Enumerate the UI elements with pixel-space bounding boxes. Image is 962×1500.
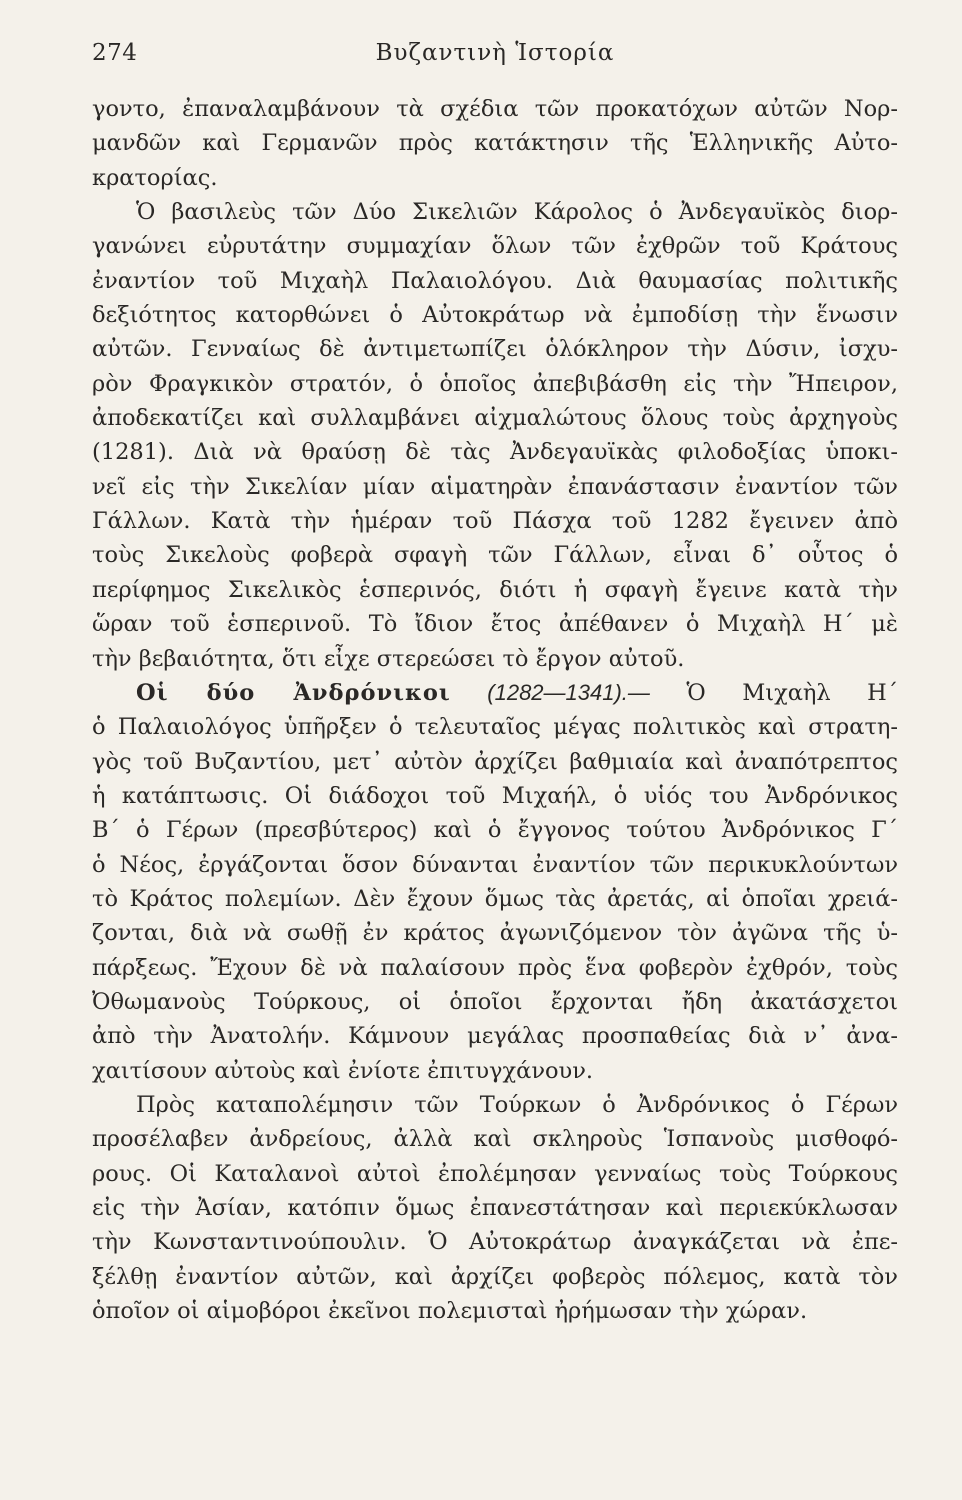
text-line: ρὸν Φραγκικὸν στρατόν, ὁ ὁποῖος ἀπεβιβάσθη εἰς τὴν Ἤπειρον, (92, 370, 898, 397)
text-line: τὴν βεβαιότητα, ὅτι εἶχε στερεώσει τὸ ἔργον αὐτοῦ. (92, 645, 685, 672)
text-line: ἡ κατάπτωσις. Οἱ διάδοχοι τοῦ Μιχαήλ, ὁ υἱός του Ἀνδρόνικος (92, 782, 898, 809)
text-line: τὴν Κωνσταντινούπουλιν. Ὁ Αὐτοκράτωρ ἀναγκάζεται νὰ ἐπε- (92, 1229, 898, 1256)
body-text (92, 92, 898, 1328)
text-line-content: Ὁ Μιχαὴλ Η΄ (649, 679, 898, 706)
text-line: τοὺς Σικελοὺς φοβερὰ σφαγὴ τῶν Γάλλων, εἶναι δ᾽ οὗτος ὁ (92, 542, 898, 569)
text-line: γοντο, ἐπαναλαμβάνουν τὰ σχέδια τῶν προκατόχων αὐτῶν Νορ- (92, 96, 898, 122)
text-line: ὁποῖον οἱ αἱμοβόροι ἐκεῖνοι πολεμισταὶ ἠρήμωσαν τὴν χώραν. (92, 1298, 808, 1325)
page-header (92, 40, 898, 74)
text-line: γὸς τοῦ Βυζαντίου, μετ᾽ αὐτὸν ἀρχίζει βαθμιαία καὶ ἀναπότρεπτος (92, 748, 898, 775)
text-line: προσέλαβεν ἀνδρείους, ἀλλὰ καὶ σκληροὺς Ἱσπανοὺς μισθοφό- (92, 1126, 898, 1153)
text-line: Γάλλων. Κατὰ τὴν ἡμέραν τοῦ Πάσχα τοῦ 1282 ἔγεινεν ἀπὸ (92, 508, 898, 535)
text-line: γανώνει εὐρυτάτην συμμαχίαν ὅλων τῶν ἐχθρῶν τοῦ Κράτους (92, 233, 898, 260)
text-line: δεξιότητος κατορθώνει ὁ Αὐτοκράτωρ νὰ ἐμποδίσῃ τὴν ἕνωσιν (92, 302, 898, 329)
text-line: Β΄ ὁ Γέρων (πρεσβύτερος) καὶ ὁ ἔγγονος τούτου Ἀνδρόνικος Γ΄ (92, 817, 898, 844)
text-line: ζονται, διὰ νὰ σωθῇ ἐν κράτος ἀγωνιζόμενον τὸν ἀγῶνα τῆς ὑ- (92, 920, 898, 947)
text-line: ἀποδεκατίζει καὶ συλλαμβάνει αἰχμαλώτους ὅλους τοὺς ἀρχηγοὺς (92, 405, 898, 432)
text-line: ξέλθῃ ἐναντίον αὐτῶν, καὶ ἀρχίζει φοβερὸς πόλεμος, κατὰ τὸν (92, 1263, 898, 1290)
section-date-range: (1282—1341).— (487, 679, 650, 705)
text-line: ἐναντίον τοῦ Μιχαὴλ Παλαιολόγου. Διὰ θαυμασίας πολιτικῆς (92, 267, 898, 294)
text-line: ἀπὸ τὴν Ἀνατολήν. Κάμνουν μεγάλας προσπαθείας διὰ ν᾽ ἀνα- (92, 1023, 898, 1050)
text-line: Ὀθωμανοὺς Τούρκους, οἱ ὁποῖοι ἔρχονται ἤδη ἀκατάσχετοι (92, 988, 898, 1015)
text-line: χαιτίσουν αὐτοὺς καὶ ἐνίοτε ἐπιτυγχάνουν. (92, 1057, 594, 1084)
text-line: μανδῶν καὶ Γερμανῶν πρὸς κατάκτησιν τῆς Ἑλληνικῆς Αὐτο- (92, 130, 898, 157)
text-line: (1281). Διὰ νὰ θραύσῃ δὲ τὰς Ἀνδεγαυϊκὰς φιλοδοξίας ὑποκι- (92, 439, 898, 466)
text-line: ὁ Παλαιολόγος ὑπῆρξεν ὁ τελευταῖος μέγας πολιτικὸς καὶ στρατη- (92, 714, 898, 741)
text-line: Πρὸς καταπολέμησιν τῶν Τούρκων ὁ Ἀνδρόνικος ὁ Γέρων (136, 1091, 898, 1118)
text-line: πάρξεως. Ἔχουν δὲ νὰ παλαίσουν πρὸς ἕνα φοβερὸν ἐχθρόν, τοὺς (92, 954, 898, 981)
text-line: αὐτῶν. Γενναίως δὲ ἀντιμετωπίζει ὁλόκληρον τὴν Δύσιν, ἰσχυ- (92, 336, 898, 363)
page-number: 274 (92, 40, 138, 66)
text-line: τὸ Κράτος πολεμίων. Δὲν ἔχουν ὅμως τὰς ἀρετάς, αἱ ὁποῖαι χρειά- (92, 885, 898, 912)
text-line: περίφημος Σικελικὸς ἑσπερινός, διότι ἡ σφαγὴ ἔγεινε κατὰ τὴν (92, 576, 898, 603)
text-line (92, 676, 898, 710)
text-line: κρατορίας. (92, 164, 218, 191)
running-title: Βυζαντινὴ Ἱστορία (375, 40, 615, 66)
text-line: νεῖ εἰς τὴν Σικελίαν μίαν αἱματηρὰν ἐπανάστασιν ἐναντίον τῶν (92, 473, 898, 500)
text-line: ὁ Νέος, ἐργάζονται ὅσον δύνανται ἐναντίον τῶν περικυκλούντων (92, 851, 898, 878)
text-line: ὥραν τοῦ ἑσπερινοῦ. Τὸ ἴδιον ἔτος ἀπέθανεν ὁ Μιχαὴλ Η΄ μὲ (92, 611, 898, 638)
text-line: εἰς τὴν Ἀσίαν, κατόπιν ὅμως ἐπανεστάτησαν καὶ περιεκύκλωσαν (92, 1195, 898, 1221)
text-line: Ὁ βασιλεὺς τῶν Δύο Σικελιῶν Κάρολος ὁ Ἀνδεγαυϊκὸς διορ- (136, 199, 898, 226)
text-line: ρους. Οἱ Καταλανοὶ αὐτοὶ ἐπολέμησαν γενναίως τοὺς Τούρκους (92, 1160, 898, 1187)
section-heading: Οἱ δύο Ἀνδρόνικοι (136, 679, 451, 706)
